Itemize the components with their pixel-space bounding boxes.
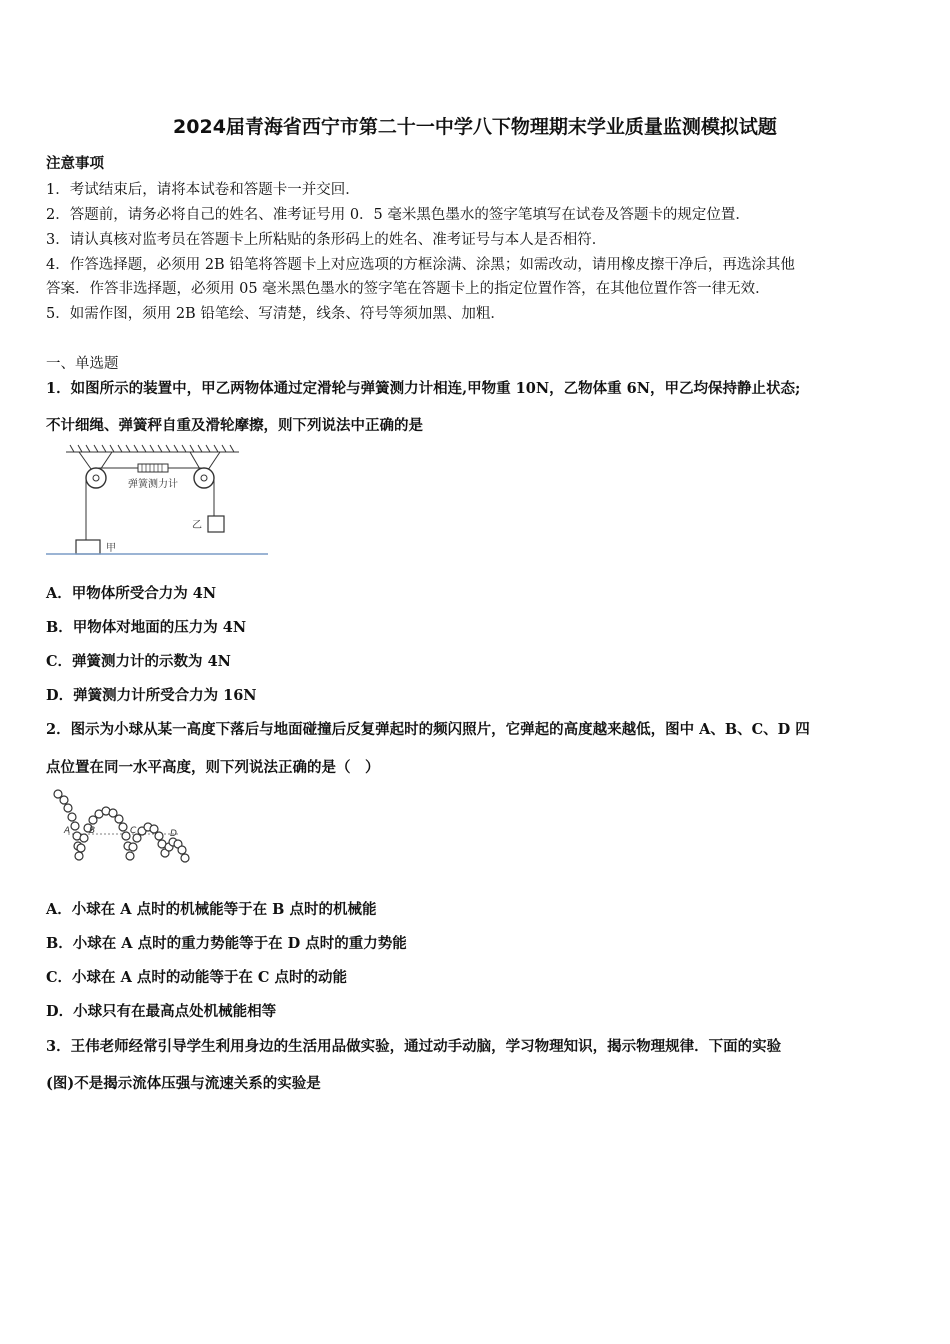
object-jia [76,540,100,554]
q2-option-b: B．小球在 A 点时的重力势能等于在 D 点时的重力势能 [46,935,407,952]
q1-pulley-figure [44,442,270,562]
spring-scale [138,464,168,472]
right-pulley [194,468,214,488]
q1-stem-line2: 不计细绳、弹簧秤自重及滑轮摩擦，则下列说法中正确的是 [46,417,423,434]
notice-item: 4．作答选择题，必须用 2B 铅笔将答题卡上对应选项的方框涂满、涂黑；如需改动，请用橡皮擦干净后，再选涂其他 [46,257,795,273]
q3-stem-line1: 3．王伟老师经常引导学生利用身边的生活用品做实验，通过动手动脑，学习物理知识，揭示物理规律．下面的实验 [46,1038,782,1055]
q2-option-d: D．小球只有在最高点处机械能相等 [46,1003,277,1020]
notice-item: 答案．作答非选择题，必须用 05 毫米黑色墨水的签字笔在答题卡上的指定位置作答，在其他位置作答一律无效． [46,281,770,297]
object-yi [208,516,224,532]
ceiling-hatch [66,445,239,452]
q2-stem-line2: 点位置在同一水平高度，则下列说法正确的是（ ） [46,759,380,776]
q1-option-d: D．弹簧测力计所受合力为 16N [46,687,257,704]
object-yi-label: 乙 [192,520,202,531]
ball-frames [54,790,189,862]
point-d-label: D [170,829,177,839]
q3-stem-line2: (图)不是揭示流体压强与流速关系的实验是 [46,1075,321,1092]
q1-option-c: C．弹簧测力计的示数为 4N [46,653,231,670]
spring-scale-label: 弹簧测力计 [128,479,178,490]
notice-heading: 注意事项 [46,155,104,172]
point-c-label: C [130,826,137,836]
point-b-label: B [89,826,96,836]
notice-item: 1．考试结束后，请将本试卷和答题卡一并交回． [46,182,360,198]
q2-stem-line1: 2．图示为小球从某一高度下落后与地面碰撞后反复弹起时的频闪照片，它弹起的高度越来越低，图中 A、B、C、D 四 [46,721,810,738]
notice-item: 2．答题前，请务必将自己的姓名、准考证号用 0．5 毫米黑色墨水的签字笔填写在试卷及答题卡的规定位置． [46,207,750,223]
page-title: 2024届青海省西宁市第二十一中学八下物理期末学业质量监测模拟试题 [173,116,777,138]
notice-item: 5．如需作图，须用 2B 铅笔绘、写清楚，线条、符号等须加黑、加粗． [46,306,505,322]
notice-item: 3．请认真核对监考员在答题卡上所粘贴的条形码上的姓名、准考证号与本人是否相符． [46,232,607,248]
q2-bouncing-ball-figure [48,786,196,872]
point-a-label: A [64,826,71,836]
object-jia-label: 甲 [106,543,116,554]
q2-option-c: C．小球在 A 点时的动能等于在 C 点时的动能 [46,969,348,986]
section-heading: 一、单选题 [46,356,119,372]
q1-stem-line1: 1．如图所示的装置中，甲乙两物体通过定滑轮与弹簧测力计相连,甲物重 10N，乙物体重 6N，甲乙均保持静止状态; [46,380,801,397]
q1-option-a: A．甲物体所受合力为 4N [46,585,217,602]
q2-option-a: A．小球在 A 点时的机械能等于在 B 点时的机械能 [46,901,377,918]
q1-option-b: B．甲物体对地面的压力为 4N [46,619,247,636]
left-pulley [86,468,106,488]
